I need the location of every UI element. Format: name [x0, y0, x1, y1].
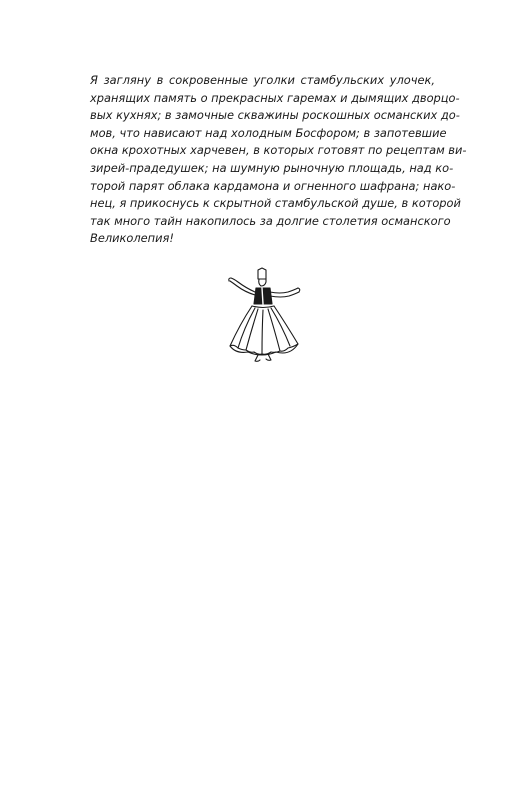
- paragraph-line: хранящих память о прекрасных гаремах и дымящих дворцо-: [90, 90, 460, 105]
- paragraph-line: так много тайн накопилось за долгие столетия османского: [90, 213, 451, 228]
- paragraph-line: нец, я прикоснусь к скрытной стамбульской душе, в которой: [90, 196, 461, 211]
- paragraph-line: мов, что нависают над холодным Босфором; в запотевшие: [90, 125, 447, 140]
- paragraph-line: Я загляну в сокровенные уголки стамбульских улочек,: [90, 73, 435, 87]
- body-paragraph: [90, 72, 467, 248]
- whirling-dervish-icon: [218, 262, 308, 382]
- paragraph-line: Великолепия!: [90, 231, 174, 246]
- paragraph-line: зирей-прадедушек; на шумную рыночную площадь, над ко-: [90, 160, 454, 175]
- paragraph-line: торой парят облака кардамона и огненного шафрана; нако-: [90, 178, 456, 193]
- paragraph-line: окна крохотных харчевен, в которых готовят по рецептам ви-: [90, 143, 467, 158]
- paragraph-line: вых кухнях; в замочные скважины роскошных османских до-: [90, 108, 460, 123]
